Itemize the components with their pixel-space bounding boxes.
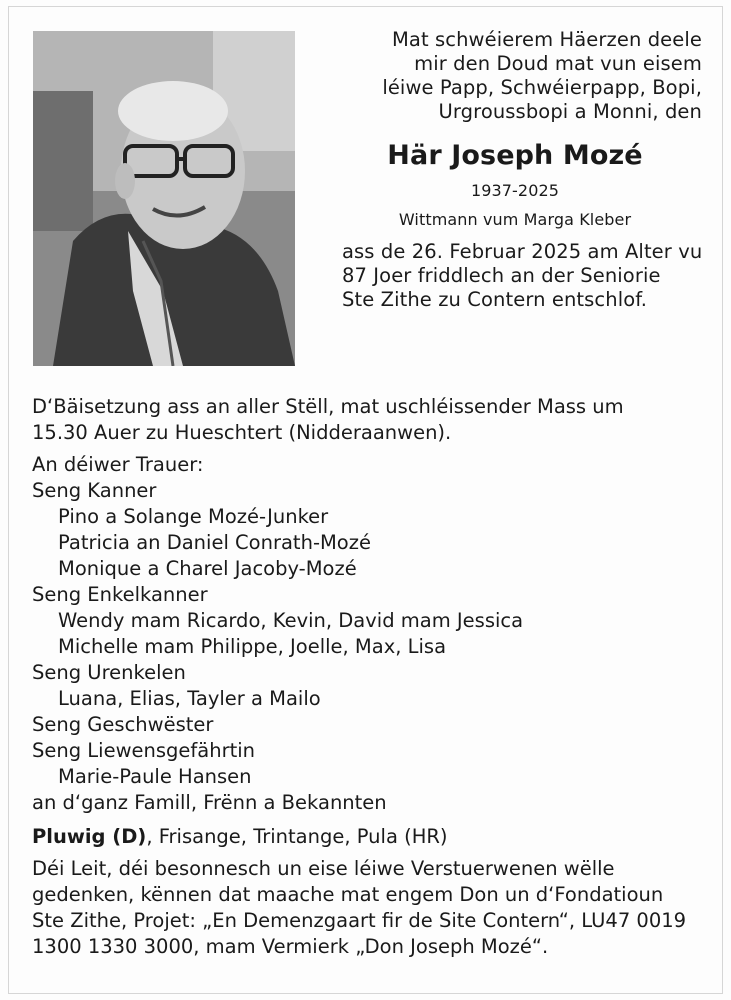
donation-info: Déi Leit, déi besonnesch un eise léiwe Verstuerwenen wëlle gedenken, kënnen dat maache mat engem Don un d‘Fondatioun Ste Zithe, Projet: „En Demenzgaart fir de Site Contern“, LU47 0019 1300 1330 3000, mam Vermierk „Don Joseph Mozé“. — [32, 857, 687, 958]
closing-family: an d‘ganz Famill, Frënn a Bekannten — [32, 791, 387, 814]
group-member: Luana, Elias, Tayler a Mailo — [58, 687, 321, 710]
group-title: Seng Kanner — [32, 479, 157, 502]
life-years: 1937-2025 — [470, 181, 560, 200]
death-text: ass de 26. Februar 2025 am Alter vu 87 Joer friddlech an der Seniorie Ste Zithe zu Contern entschlof. — [342, 240, 703, 311]
mourner-group-great-grandchildren — [32, 660, 712, 712]
group-member: Patricia an Daniel Conrath-Mozé — [58, 531, 371, 554]
mourners-label: An déiwer Trauer: — [32, 453, 204, 476]
portrait-photo — [33, 31, 295, 366]
group-member: Pino a Solange Mozé-Junker — [58, 505, 329, 528]
announcement-header — [320, 28, 710, 312]
group-title: Seng Urenkelen — [32, 661, 186, 684]
mourner-group-children — [32, 478, 712, 582]
mourner-group-siblings — [32, 712, 712, 738]
group-member: Marie-Paule Hansen — [58, 765, 252, 788]
deceased-name: Här Joseph Mozé — [387, 140, 643, 171]
notice-body — [32, 394, 712, 960]
places-bold: Pluwig (D) — [32, 825, 147, 848]
funeral-info: D‘Bäisetzung ass an aller Stëll, mat uschléissender Mass um 15.30 Auer zu Hueschtert (Nidderaanwen). — [32, 395, 624, 444]
mourner-group-grandchildren — [32, 582, 712, 660]
group-member: Monique a Charel Jacoby-Mozé — [58, 557, 357, 580]
group-member: Wendy mam Ricardo, Kevin, David mam Jessica — [58, 609, 524, 632]
group-title: Seng Enkelkanner — [32, 583, 208, 606]
mourner-group-partner — [32, 738, 712, 790]
group-member: Michelle mam Philippe, Joelle, Max, Lisa — [58, 635, 447, 658]
group-title: Seng Liewensgefährtin — [32, 739, 256, 762]
places-rest: , Frisange, Trintange, Pula (HR) — [146, 825, 448, 848]
spouse-line: Wittmann vum Marga Kleber — [398, 210, 632, 229]
intro-text: Mat schwéierem Häerzen deele mir den Doud mat vun eisem léiwe Papp, Schwéierpapp, Bopi, Urgroussbopi a Monni, den — [382, 28, 702, 123]
group-title: Seng Geschwëster — [32, 713, 214, 736]
places-line — [32, 824, 712, 850]
